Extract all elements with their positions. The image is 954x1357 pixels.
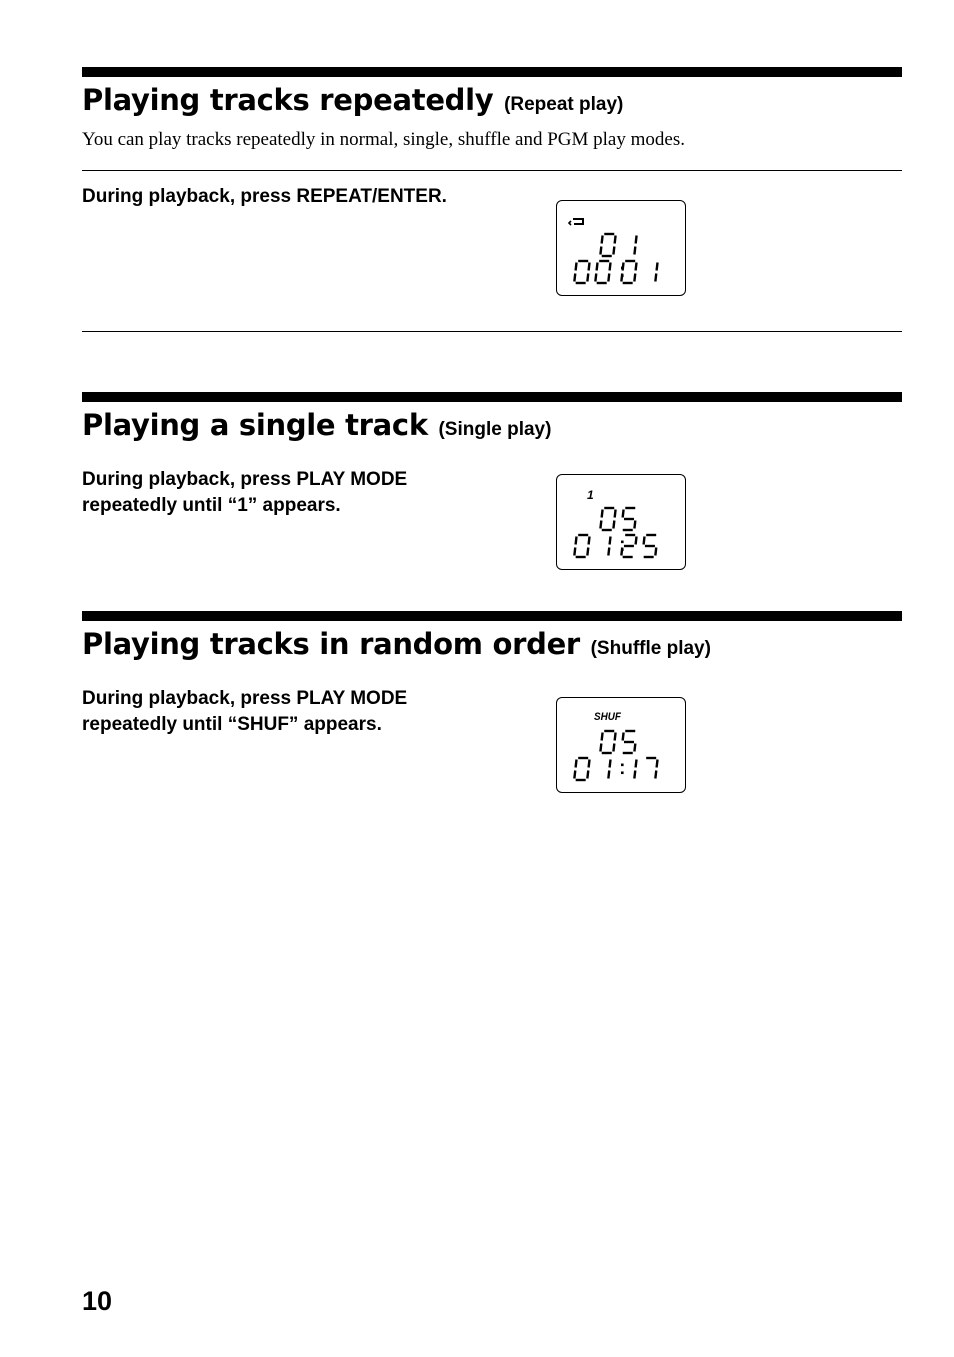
section-repeat-play — [82, 67, 902, 151]
section-single-play — [82, 392, 902, 442]
section-heading — [82, 408, 902, 442]
section-heading — [82, 83, 902, 117]
divider — [82, 331, 902, 332]
instruction-line: During playback, press PLAY MODE — [82, 688, 408, 709]
lcd-mode-indicator: 1 — [587, 488, 594, 502]
instruction-text — [82, 686, 407, 738]
heading-subtitle: (Single play) — [438, 419, 552, 440]
lcd-mode-indicator: SHUF — [594, 711, 621, 723]
heading-title: Playing tracks in random order — [82, 627, 580, 661]
heading-subtitle: (Shuffle play) — [590, 638, 711, 659]
instruction-line: During playback, press PLAY MODE — [82, 469, 408, 490]
section-rule — [82, 67, 902, 77]
instruction-line: repeatedly until “SHUF” appears. — [82, 714, 382, 735]
page-number: 10 — [82, 1286, 113, 1316]
heading-title: Playing a single track — [82, 408, 428, 442]
instruction-text — [82, 184, 447, 210]
lcd-display-repeat — [556, 200, 686, 296]
instruction-line: During playback, press REPEAT/ENTER. — [82, 186, 447, 207]
heading-subtitle: (Repeat play) — [504, 94, 624, 115]
section-heading — [82, 627, 902, 661]
lcd-track-digits — [557, 201, 687, 297]
lcd-display-shuffle — [556, 697, 686, 793]
heading-title: Playing tracks repeatedly — [82, 83, 494, 117]
lcd-display-single — [556, 474, 686, 570]
section-intro: You can play tracks repeatedly in normal, single, shuffle and PGM play modes. — [82, 129, 685, 150]
instruction-line: repeatedly until “1” appears. — [82, 495, 341, 516]
section-shuffle-play — [82, 611, 902, 661]
lcd-track-digits — [557, 698, 687, 794]
divider — [82, 170, 902, 171]
section-rule — [82, 392, 902, 402]
lcd-track-digits — [557, 475, 687, 571]
instruction-text — [82, 467, 407, 519]
section-rule — [82, 611, 902, 621]
